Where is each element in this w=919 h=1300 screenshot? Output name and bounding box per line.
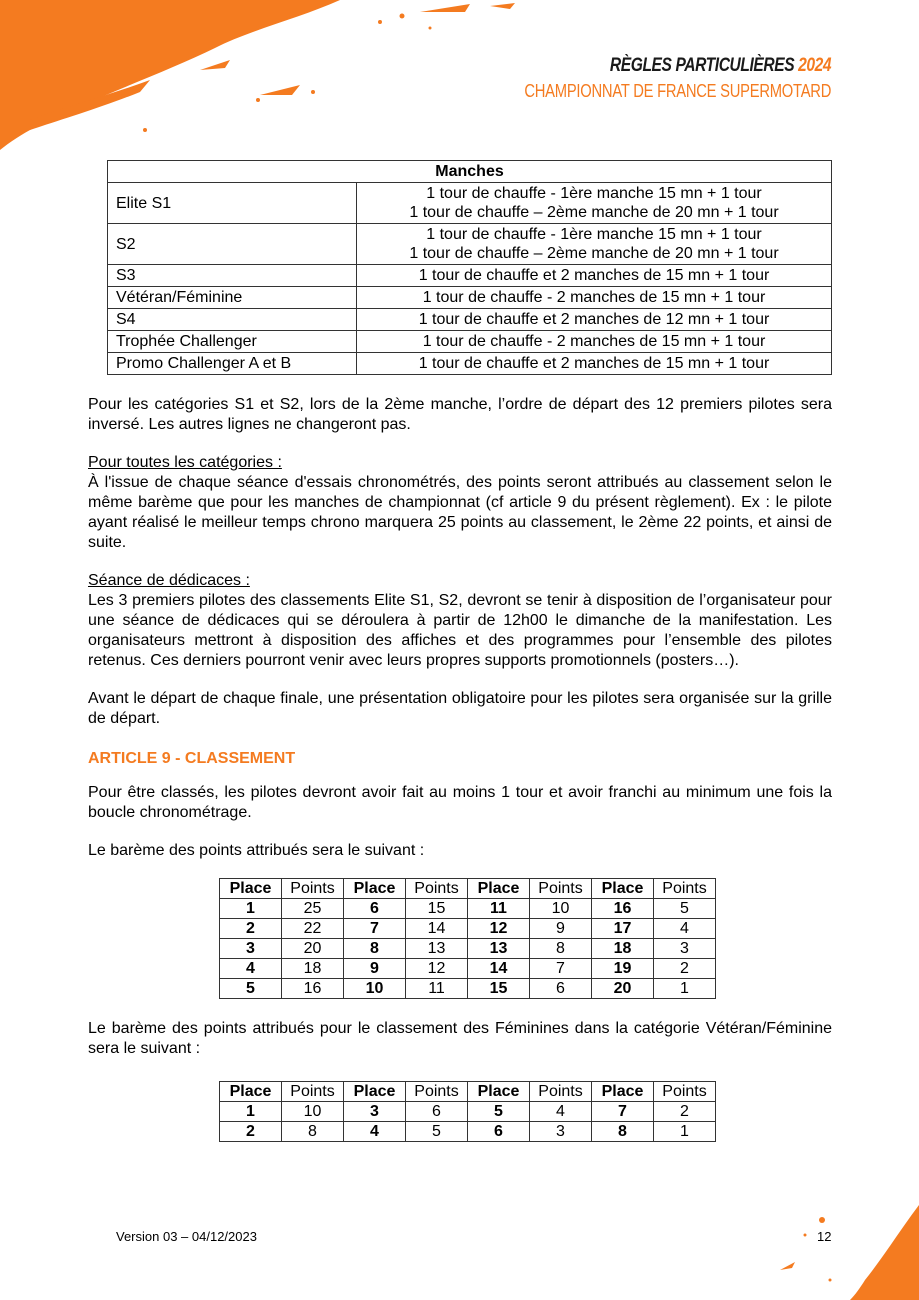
table-row <box>220 979 716 999</box>
header-points: Points <box>282 1082 344 1102</box>
document-header <box>457 55 831 102</box>
header-points: Points <box>654 879 716 899</box>
table-row <box>108 265 832 287</box>
place-cell: 8 <box>344 939 406 959</box>
place-cell: 2 <box>220 919 282 939</box>
points-cell: 22 <box>282 919 344 939</box>
points-cell: 8 <box>530 939 592 959</box>
place-cell: 6 <box>468 1122 530 1142</box>
points-cell: 10 <box>530 899 592 919</box>
table-row <box>108 287 832 309</box>
header-place: Place <box>344 1082 406 1102</box>
place-cell: 8 <box>592 1122 654 1142</box>
heading-dedicaces: Séance de dédicaces : <box>88 572 250 589</box>
points-cell: 3 <box>654 939 716 959</box>
table-row <box>220 1122 716 1142</box>
header-points: Points <box>530 879 592 899</box>
points-cell: 9 <box>530 919 592 939</box>
header-place: Place <box>220 1082 282 1102</box>
table-row <box>108 331 832 353</box>
footer-version: Version 03 – 04/12/2023 <box>116 1229 257 1244</box>
place-cell: 4 <box>220 959 282 979</box>
page-content <box>88 160 832 1142</box>
table-row <box>220 919 716 939</box>
place-cell: 19 <box>592 959 654 979</box>
points-cell: 2 <box>654 1102 716 1122</box>
points-cell: 6 <box>530 979 592 999</box>
manches-table <box>107 160 832 375</box>
table-row <box>108 183 832 224</box>
paragraph-presentation: Avant le départ de chaque finale, une présentation obligatoire pour les pilotes sera organisée sur la grille de départ. <box>88 690 832 727</box>
points-cell: 4 <box>654 919 716 939</box>
category-cell: Promo Challenger A et B <box>108 353 357 375</box>
points-cell: 18 <box>282 959 344 979</box>
table-row <box>108 224 832 265</box>
description-cell <box>357 183 832 224</box>
table-row <box>220 1102 716 1122</box>
place-cell: 15 <box>468 979 530 999</box>
points-cell: 4 <box>530 1102 592 1122</box>
place-cell: 17 <box>592 919 654 939</box>
category-cell: S4 <box>108 309 357 331</box>
place-cell: 20 <box>592 979 654 999</box>
description-cell: 1 tour de chauffe et 2 manches de 15 mn + 1 tour <box>357 265 832 287</box>
description-cell: 1 tour de chauffe et 2 manches de 15 mn + 1 tour <box>357 353 832 375</box>
paragraph-essais: À l'issue de chaque séance d'essais chronométrés, des points seront attribués au classement selon le même barème que pour les manches de championnat (cf article 9 du présent règlement). Ex : le pilote ayant réalisé le meilleur temps chrono marquera 25 points au classement, le 2ème 22 points, et ainsi de suite. <box>88 474 832 551</box>
points-cell: 11 <box>406 979 468 999</box>
paragraph-bareme-intro: Le barème des points attribués sera le suivant : <box>88 842 425 859</box>
header-points: Points <box>530 1082 592 1102</box>
category-cell: S2 <box>108 224 357 265</box>
points-cell: 1 <box>654 979 716 999</box>
description-cell <box>357 224 832 265</box>
description-line: 1 tour de chauffe - 1ère manche 15 mn + 1 tour <box>426 185 762 202</box>
points-cell: 2 <box>654 959 716 979</box>
description-cell: 1 tour de chauffe - 2 manches de 15 mn + 1 tour <box>357 331 832 353</box>
heading-all-categories: Pour toutes les catégories : <box>88 454 282 471</box>
points-cell: 10 <box>282 1102 344 1122</box>
description-line: 1 tour de chauffe – 2ème manche de 20 mn + 1 tour <box>409 204 779 221</box>
points-cell: 15 <box>406 899 468 919</box>
place-cell: 3 <box>344 1102 406 1122</box>
brush-stroke-top-left <box>0 0 530 160</box>
place-cell: 1 <box>220 1102 282 1122</box>
table-row <box>108 309 832 331</box>
place-cell: 13 <box>468 939 530 959</box>
points-cell: 25 <box>282 899 344 919</box>
paragraph-depart-order: Pour les catégories S1 et S2, lors de la 2ème manche, l’ordre de départ des 12 premiers pilotes sera inversé. Les autres lignes ne changeront pas. <box>88 396 832 433</box>
brush-stroke-bottom-right <box>760 1200 919 1300</box>
points-cell: 3 <box>530 1122 592 1142</box>
place-cell: 7 <box>344 919 406 939</box>
points-cell: 13 <box>406 939 468 959</box>
category-cell: Vétéran/Féminine <box>108 287 357 309</box>
category-cell: S3 <box>108 265 357 287</box>
header-points: Points <box>406 879 468 899</box>
place-cell: 14 <box>468 959 530 979</box>
points-table <box>219 878 716 999</box>
header-year: 2024 <box>797 55 831 76</box>
description-line: 1 tour de chauffe - 1ère manche 15 mn + 1 tour <box>426 226 762 243</box>
place-cell: 4 <box>344 1122 406 1142</box>
header-points: Points <box>654 1082 716 1102</box>
header-place: Place <box>468 1082 530 1102</box>
description-line: 1 tour de chauffe – 2ème manche de 20 mn + 1 tour <box>409 245 779 262</box>
category-cell: Trophée Challenger <box>108 331 357 353</box>
paragraph-classement: Pour être classés, les pilotes devront avoir fait au moins 1 tour et avoir franchi au minimum une fois la boucle chronométrage. <box>88 784 832 821</box>
place-cell: 10 <box>344 979 406 999</box>
header-place: Place <box>592 879 654 899</box>
points-cell: 7 <box>530 959 592 979</box>
header-subtitle: CHAMPIONNAT DE FRANCE SUPERMOTARD <box>524 81 831 101</box>
header-points: Points <box>282 879 344 899</box>
points-cell: 5 <box>654 899 716 919</box>
header-place: Place <box>468 879 530 899</box>
feminines-points-table <box>219 1081 716 1142</box>
place-cell: 11 <box>468 899 530 919</box>
header-place: Place <box>220 879 282 899</box>
paragraph-dedicaces: Les 3 premiers pilotes des classements Elite S1, S2, devront se tenir à disposition de l’organisateur pour une séance de dédicaces qui se déroulera à partir de 12h00 le dimanche de la manifestation. Les organisateurs mettront à disposition des affiches et des programmes pour l’ensemble des pilotes retenus. Ces derniers pourront venir avec leurs propres supports promotionnels (posters…). <box>88 592 832 669</box>
place-cell: 12 <box>468 919 530 939</box>
table-row <box>220 939 716 959</box>
place-cell: 2 <box>220 1122 282 1142</box>
place-cell: 9 <box>344 959 406 979</box>
description-cell: 1 tour de chauffe et 2 manches de 12 mn + 1 tour <box>357 309 832 331</box>
table-header-row <box>220 879 716 899</box>
points-cell: 6 <box>406 1102 468 1122</box>
points-cell: 16 <box>282 979 344 999</box>
description-cell: 1 tour de chauffe - 2 manches de 15 mn + 1 tour <box>357 287 832 309</box>
manches-table-title: Manches <box>108 161 832 183</box>
header-title <box>524 55 831 77</box>
points-cell: 20 <box>282 939 344 959</box>
table-row <box>220 899 716 919</box>
points-cell: 1 <box>654 1122 716 1142</box>
points-cell: 5 <box>406 1122 468 1142</box>
page-number: 12 <box>817 1229 832 1244</box>
table-header-row <box>220 1082 716 1102</box>
header-place: Place <box>592 1082 654 1102</box>
header-place: Place <box>344 879 406 899</box>
place-cell: 5 <box>468 1102 530 1122</box>
table-row <box>220 959 716 979</box>
points-cell: 12 <box>406 959 468 979</box>
place-cell: 7 <box>592 1102 654 1122</box>
article-heading: ARTICLE 9 - CLASSEMENT <box>88 750 296 767</box>
header-title-text: RÈGLES PARTICULIÈRES <box>609 55 795 76</box>
category-cell: Elite S1 <box>108 183 357 224</box>
paragraph-bareme-feminines: Le barème des points attribués pour le classement des Féminines dans la catégorie Vétéran/Féminine sera le suivant : <box>88 1020 832 1057</box>
place-cell: 3 <box>220 939 282 959</box>
place-cell: 16 <box>592 899 654 919</box>
header-points: Points <box>406 1082 468 1102</box>
points-cell: 14 <box>406 919 468 939</box>
place-cell: 6 <box>344 899 406 919</box>
place-cell: 1 <box>220 899 282 919</box>
place-cell: 5 <box>220 979 282 999</box>
table-row <box>108 353 832 375</box>
points-cell: 8 <box>282 1122 344 1142</box>
place-cell: 18 <box>592 939 654 959</box>
